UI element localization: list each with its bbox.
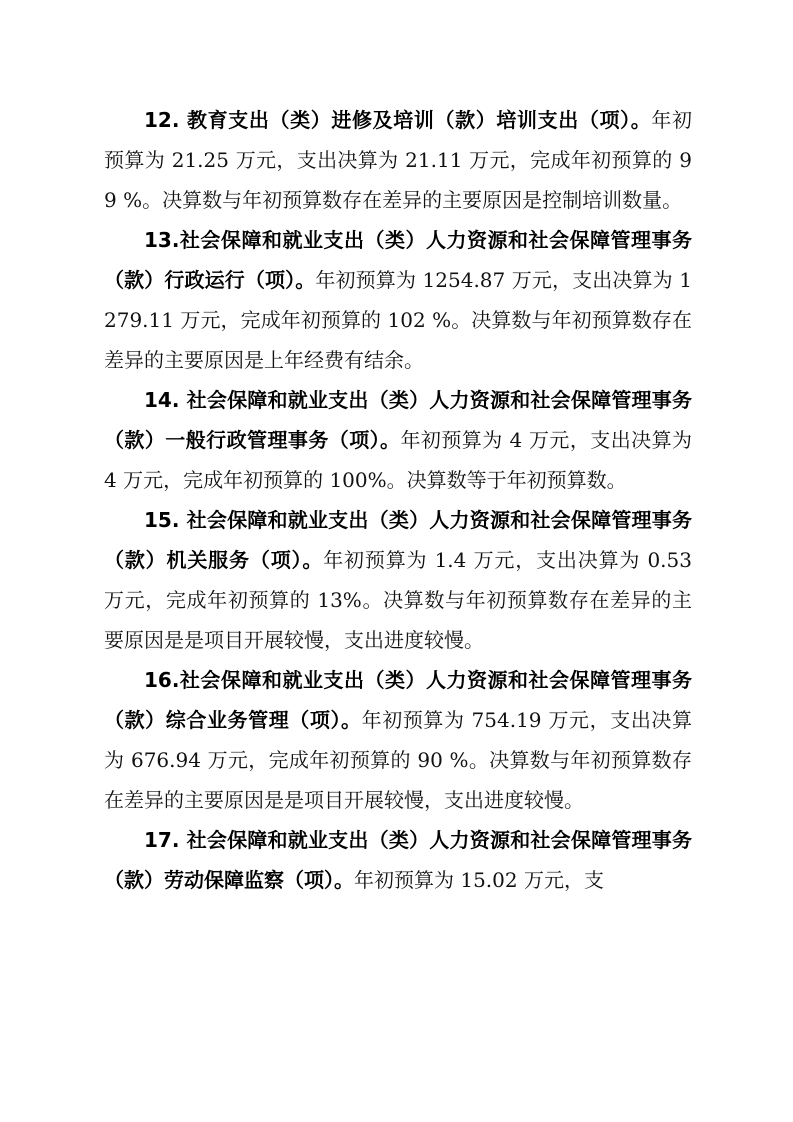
document-body	[104, 100, 692, 900]
paragraph-item-14	[104, 380, 692, 500]
paragraph-item-12	[104, 100, 692, 220]
paragraph-text: 年初预算为 4 万元，支出决算为 4 万元，完成年初预算的 100%。决算数等于年初预算数。	[104, 428, 692, 492]
paragraph-text: 年初预算为 1.4 万元，支出决算为 0.53 万元，完成年初预算的 13%。决算数与年初预算数存在差异的主要原因是是项目开展较慢，支出进度较慢。	[104, 548, 692, 652]
paragraph-item-15	[104, 500, 692, 660]
paragraph-item-13	[104, 220, 692, 380]
paragraph-heading: 15. 社会保障和就业支出（类）人力资源和社会保障管理事务（款）机关服务（项）。	[104, 508, 692, 572]
paragraph-text: 年初预算为 21.25 万元，支出决算为 21.11 万元，完成年初预算的 99 %。决算数与年初预算数存在差异的主要原因是控制培训数量。	[104, 108, 692, 212]
paragraph-item-16	[104, 660, 692, 820]
paragraph-heading: 17. 社会保障和就业支出（类）人力资源和社会保障管理事务（款）劳动保障监察（项）。	[104, 828, 692, 892]
paragraph-text: 年初预算为 754.19 万元，支出决算为 676.94 万元，完成年初预算的 90 %。决算数与年初预算数存在差异的主要原因是是项目开展较慢，支出进度较慢。	[104, 708, 692, 812]
paragraph-heading: 13.社会保障和就业支出（类）人力资源和社会保障管理事务（款）行政运行（项）。	[104, 228, 692, 292]
paragraph-item-17	[104, 820, 692, 900]
paragraph-heading: 16.社会保障和就业支出（类）人力资源和社会保障管理事务（款）综合业务管理（项）。	[104, 668, 692, 732]
paragraph-text: 年初预算为 1254.87 万元，支出决算为 1279.11 万元，完成年初预算的 102 %。决算数与年初预算数存在差异的主要原因是上年经费有结余。	[104, 268, 692, 372]
paragraph-heading: 12. 教育支出（类）进修及培训（款）培训支出（项）。	[144, 108, 652, 132]
paragraph-text: 年初预算为 15.02 万元，支	[354, 868, 604, 892]
paragraph-heading: 14. 社会保障和就业支出（类）人力资源和社会保障管理事务（款）一般行政管理事务（项）。	[104, 388, 692, 452]
